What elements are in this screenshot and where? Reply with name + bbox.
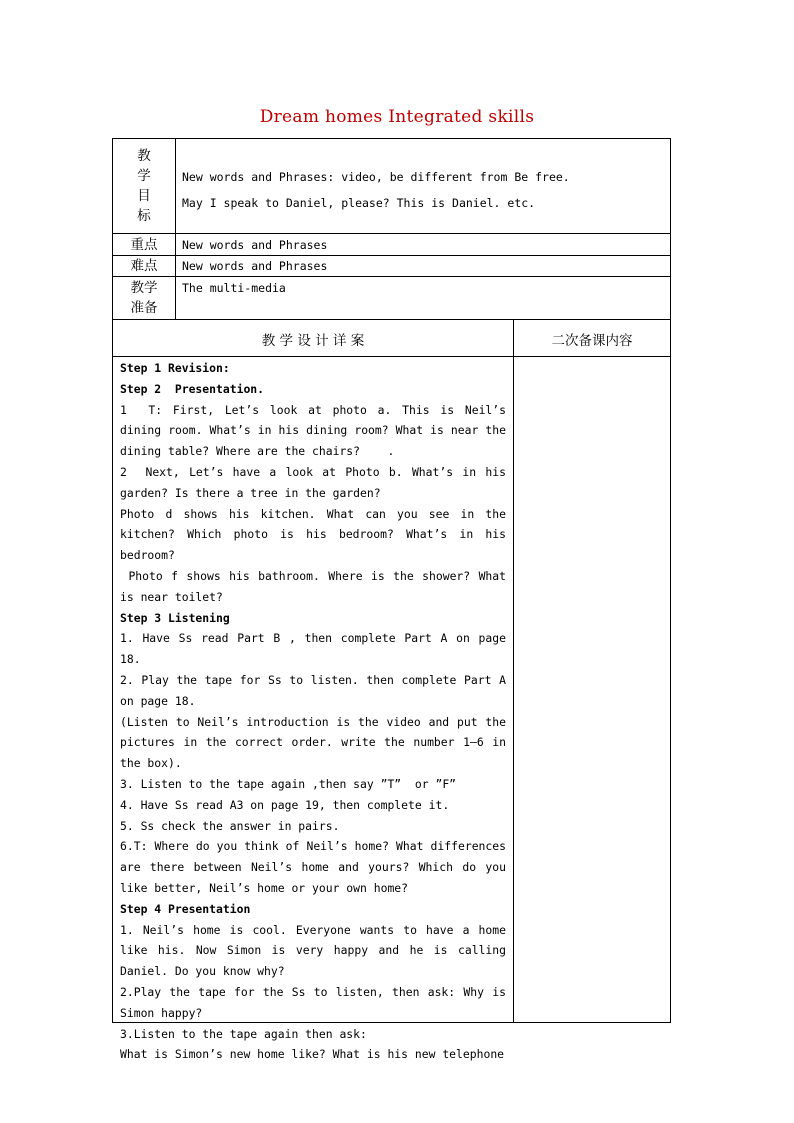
content-paragraph: 3. Listen to the tape again ,then say ”T” or ”F” bbox=[120, 776, 457, 791]
goals-row bbox=[112, 138, 671, 234]
key-points-label: 重点 bbox=[113, 234, 176, 255]
difficulties-label: 难点 bbox=[113, 256, 176, 276]
key-points-value: New words and Phrases bbox=[182, 238, 328, 252]
goals-label-char: 标 bbox=[137, 208, 151, 224]
goals-label-char: 教 bbox=[137, 148, 151, 164]
content-paragraph: 4. Have Ss read A3 on page 19, then complete it. bbox=[120, 797, 450, 812]
goals-line-1: New words and Phrases: video, be different from Be free. bbox=[182, 170, 570, 184]
content-paragraph: 1 T: First, Let’s look at photo a. This is Neil’s dining room. What’s in his dining room? What is near the dining table? Where are the chairs? . bbox=[120, 402, 513, 459]
goals-line-2: May I speak to Daniel, please? This is Daniel. etc. bbox=[182, 196, 536, 210]
step-heading: Step 1 Revision: bbox=[120, 361, 230, 375]
preparation-label-line: 准备 bbox=[130, 300, 158, 316]
step-heading: Step 3 Listening bbox=[120, 610, 230, 625]
preparation-value: The multi-media bbox=[182, 281, 286, 295]
document-title: Dream homes Integrated skills bbox=[259, 107, 535, 127]
preparation-label-line: 教学 bbox=[130, 280, 158, 296]
content-paragraph: 1. Have Ss read Part B , then complete Part A on page 18. bbox=[120, 631, 513, 667]
content-paragraph: 2. Play the tape for Ss to listen. then complete Part A on page 18. bbox=[120, 672, 513, 708]
content-paragraph: Photo f shows his bathroom. Where is the shower? What is near toilet? bbox=[120, 568, 513, 604]
difficulties-row bbox=[112, 256, 671, 277]
column-header-row bbox=[112, 320, 671, 357]
preparation-row bbox=[112, 277, 671, 320]
content-paragraph: 2 Next, Let’s have a look at Photo b. What’s in his garden? Is there a tree in the garden? bbox=[120, 464, 513, 500]
content-paragraph: (Listen to Neil’s introduction is the video and put the pictures in the correct order. write the number 1—6 in the box). bbox=[120, 714, 513, 771]
content-paragraph: 3.Listen to the tape again then ask: bbox=[120, 1026, 367, 1041]
lesson-plan-content bbox=[120, 358, 513, 1065]
design-column-header: 教 学 设 计 详 案 bbox=[261, 333, 365, 349]
content-paragraph: What is Simon’s new home like? What is his new telephone bbox=[120, 1047, 505, 1062]
content-paragraph: 2.Play the tape for the Ss to listen, then ask: Why is Simon happy? bbox=[120, 984, 513, 1020]
step-heading: Step 2 Presentation. bbox=[120, 381, 265, 396]
difficulties-value: New words and Phrases bbox=[182, 259, 328, 273]
goals-label bbox=[113, 139, 176, 233]
content-paragraph: 5. Ss check the answer in pairs. bbox=[120, 818, 340, 833]
goals-label-char: 学 bbox=[137, 168, 151, 184]
content-paragraph: 1. Neil’s home is cool. Everyone wants to have a home like his. Now Simon is very happy and he is calling Daniel. Do you know why? bbox=[120, 922, 513, 979]
content-paragraph: Photo d shows his kitchen. What can you see in the kitchen? Which photo is his bedroom? What’s in his bedroom? bbox=[120, 506, 513, 563]
secondary-column-header: 二次备课内容 bbox=[551, 333, 633, 349]
content-paragraph: 6.T: Where do you think of Neil’s home? What differences are there between Neil’s home and yours? Which do you like better, Neil’s home or your own home? bbox=[120, 839, 513, 895]
preparation-label bbox=[113, 277, 176, 319]
secondary-notes-cell bbox=[514, 357, 670, 1022]
step-heading: Step 4 Presentation bbox=[120, 901, 251, 916]
goals-label-char: 目 bbox=[137, 188, 151, 204]
